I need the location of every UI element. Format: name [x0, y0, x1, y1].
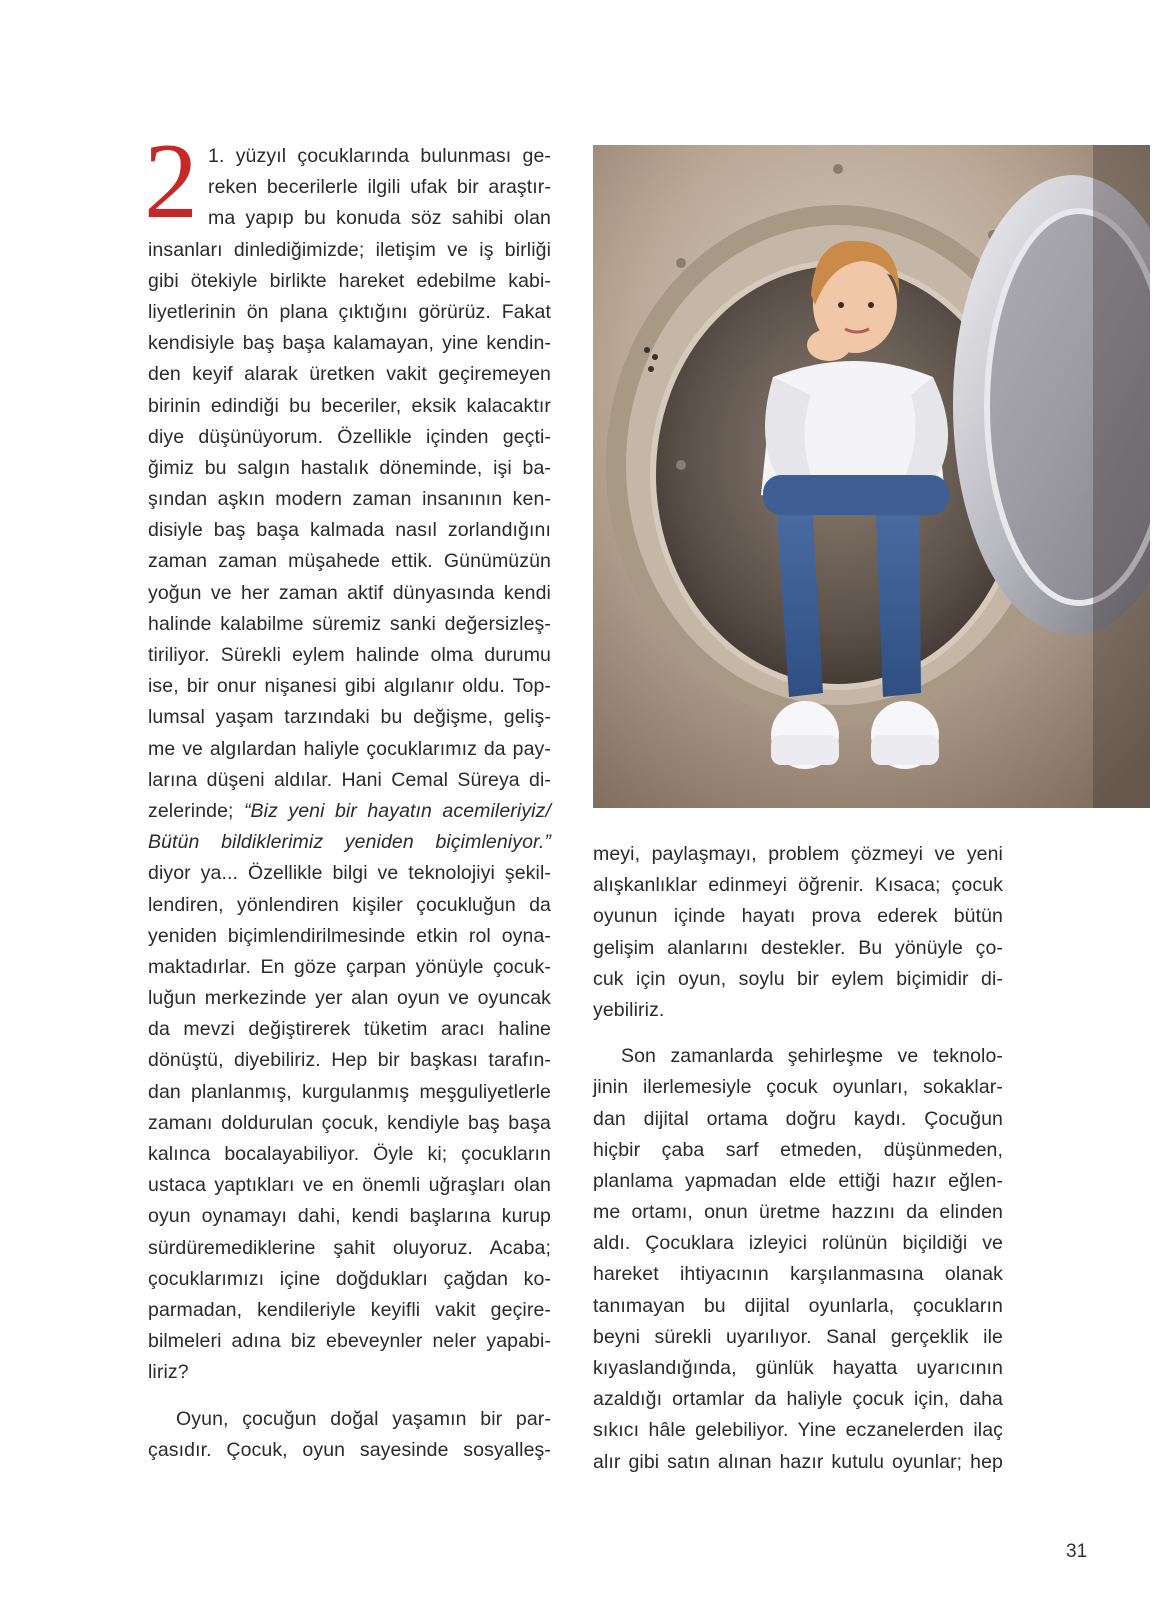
- text-line: parmadan, kendileriyle keyifli vakit geçire-: [148, 1298, 551, 1321]
- text-line: da mevzi değiştirerek tüketim aracı haline: [148, 1018, 551, 1041]
- text-line: hareket ihtiyacının karşılanmasına olanak: [593, 1263, 1003, 1286]
- text-line: maktadırlar. En göze çarpan yönüyle çocuk-: [148, 955, 551, 978]
- text-line: cuk için oyun, soylu bir eylem biçimidir di-: [593, 967, 1003, 990]
- text-line: kıyaslandığında, günlük hayatta uyarıcının: [593, 1357, 1003, 1379]
- text-fragment: zelerinde;: [148, 799, 244, 822]
- text-line: şından aşkın modern zaman insanının ken-: [148, 488, 551, 511]
- text-line: sürdüremediklerine şahit oluyoruz. Acaba;: [148, 1236, 551, 1259]
- text-line: 1. yüzyıl çocuklarında bulunması ge-: [208, 145, 551, 167]
- text-line: lumsal yaşam tarzındaki bu değişme, geliş-: [148, 706, 551, 729]
- quote-line: Bütün bildiklerimiz yeniden biçimleniyor.”: [148, 831, 551, 854]
- text-line: diye düşünüyorum. Özellikle içinden geçti-: [148, 425, 551, 448]
- text-line: hiçbir çaba sarf etmeden, düşünmeden,: [593, 1138, 1003, 1161]
- text-line: planlama yapmadan elde ettiği hazır eğlen-: [593, 1169, 1003, 1192]
- text-line: bilmeleri adına biz ebeveynler neler yapabi-: [148, 1330, 551, 1353]
- text-line: Oyun, çocuğun doğal yaşamın bir par-: [176, 1407, 551, 1430]
- text-line: beyni sürekli uyarılıyor. Sanal gerçeklik ile: [593, 1325, 1003, 1348]
- text-line: zamanı doldurulan çocuk, kendiyle baş başa: [148, 1111, 551, 1134]
- quote-text: “Biz yeni bir hayatın acemileriyiz/: [243, 799, 551, 822]
- text-line: dönüştü, diyebiliriz. Hep bir başkası tarafın-: [148, 1049, 551, 1072]
- text-line: azaldığı ortamlar da haliyle çocuk için, daha: [593, 1388, 1003, 1411]
- paragraph-gap: [593, 1026, 1003, 1041]
- text-line: gelişim alanlarını destekler. Bu yönüyle ço-: [593, 936, 1003, 959]
- child-in-washing-machine-illustration: [593, 145, 1150, 808]
- text-line: zaman zaman müşahede ettik. Günümüzün: [148, 550, 551, 573]
- text-line: çasıdır. Çocuk, oyun sayesinde sosyalleş-: [148, 1438, 551, 1461]
- text-line: kalınca bocalayabiliyor. Öyle ki; çocukların: [148, 1143, 551, 1165]
- text-line: aldı. Çocuklara izleyici rolünün biçildiği ve: [593, 1232, 1003, 1255]
- text-line: jinin ilerlemesiyle çocuk oyunları, sokaklar-: [593, 1076, 1003, 1099]
- text-line: luğun merkezinde yer alan oyun ve oyuncak: [148, 987, 551, 1010]
- text-line: me ve algılardan haliyle çocuklarımız da pay-: [148, 737, 551, 760]
- article-photo: [593, 145, 1150, 808]
- drop-cap: 2: [144, 122, 198, 241]
- text-line: me ortamı, onun üretme hazzını da elinden: [593, 1201, 1003, 1224]
- text-line: diyor ya... Özellikle bilgi ve teknolojiyi şekil-: [148, 862, 551, 885]
- text-line: alışkanlıklar edinmeyi öğrenir. Kısaca; çocuk: [593, 874, 1003, 897]
- right-column: [593, 839, 1003, 1478]
- text-line: dan dijital ortama doğru kaydı. Çocuğun: [593, 1107, 1003, 1130]
- text-line: yebiliriz.: [593, 998, 665, 1021]
- text-line: ma yapıp bu konuda söz sahibi olan: [208, 207, 551, 230]
- text-line: lendiren, yönlendiren kişiler çocukluğun da: [148, 893, 551, 916]
- text-line: birinin edindiği bu beceriler, eksik kalacaktır: [148, 394, 551, 417]
- text-line: gibi ötekiyle birlikte hareket edebilme kabi-: [148, 269, 551, 292]
- text-line: oyunun içinde hayatı prova ederek bütün: [593, 905, 1003, 928]
- text-line: yeniden biçimlendirilmesinde etkin rol oyna-: [148, 924, 551, 947]
- text-line: meyi, paylaşmayı, problem çözmeyi ve yeni: [593, 843, 1003, 865]
- text-line: ise, bir onur nişanesi gibi algılanır oldu. Top-: [148, 675, 551, 698]
- text-line: insanları dinlediğimizde; iletişim ve iş birliği: [148, 238, 551, 261]
- text-line: halinde kalabilme süremiz sanki değersizleş-: [148, 612, 551, 635]
- text-line-with-quote: [148, 796, 551, 827]
- text-line: kendisiyle baş başa kalamayan, yine kendin-: [148, 332, 551, 355]
- text-line: liyetlerinin ön plana çıktığını görürüz. Fakat: [148, 300, 551, 323]
- text-line: yoğun ve her zaman aktif dünyasında kendi: [148, 581, 551, 604]
- text-line: den keyif alarak üretken vakit geçiremeyen: [148, 363, 551, 386]
- text-line: tanımayan bu dijital oyunlarla, çocukların: [593, 1294, 1003, 1317]
- page-number: 31: [1066, 1541, 1088, 1562]
- text-line: ğimiz bu salgın hastalık döneminde, işi ba-: [148, 456, 551, 479]
- text-line: dan planlanmış, kurgulanmış meşguliyetlerle: [148, 1080, 551, 1103]
- text-line: çocuklarımızı içine doğdukları çağdan ko-: [148, 1267, 551, 1290]
- left-column: [148, 141, 551, 1466]
- text-line: sıkıcı hâle gelebiliyor. Yine eczanelerden ilaç: [593, 1419, 1003, 1442]
- text-line: disiyle baş başa kalmada nasıl zorlandığını: [148, 519, 551, 542]
- text-line: reken becerilerle ilgili ufak bir araştır-: [208, 176, 551, 199]
- paragraph-gap: [148, 1389, 551, 1404]
- text-line: alır gibi satın alınan hazır kutulu oyunlar; hep: [593, 1450, 1003, 1473]
- text-line: oyun oynamayı dahi, kendi başlarına kurup: [148, 1205, 551, 1228]
- text-line: tiriliyor. Sürekli eylem halinde olma durumu: [148, 644, 551, 666]
- text-line: liriz?: [148, 1361, 189, 1384]
- text-line: ustaca yaptıkları ve en önemli uğraşları olan: [148, 1174, 551, 1197]
- text-line: Son zamanlarda şehirleşme ve teknolo-: [621, 1045, 1003, 1068]
- text-line: larına düşeni aldılar. Hani Cemal Süreya di-: [148, 768, 551, 791]
